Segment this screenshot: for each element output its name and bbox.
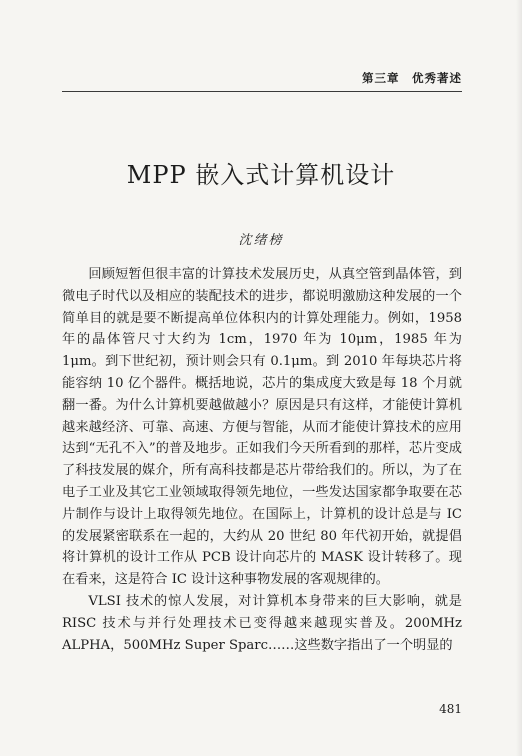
paragraph: VLSI 技术的惊人发展，对计算机本身带来的巨大影响，就是 RISC 技术与并行处理技术已变得越来越现实普及。200MHz ALPHA，500MHz Super Sparc……这些数字指出了一个明显的	[62, 593, 462, 653]
article-title: MPP 嵌入式计算机设计	[126, 161, 396, 189]
paragraph: 回顾短暂但很丰富的计算技术发展历史，从真空管到晶体管，到微电子时代以及相应的装配技术的进步，都说明激励这种发展的一个简单目的就是要不断提高单位体积内的计算处理能力。例如，1958 年的晶体管尺寸大约为 1cm，1970 年为 10μm，1985 年为 1μm。到下世纪初，预计则会只有 0.1μm。到 2010 年每块芯片将能容纳 10 亿个器件。概括地说，芯片的集成度大致是每 18 个月就翻一番。为什么计算机要越做越小？原因是只有这样，才能使计算机越来越经济、可靠、高速、方便与智能，从而才能使计算技术的应用达到“无孔不入”的普及地步。正如我们今天所看到的那样，芯片变成了科技发展的媒介，所有高科技都是芯片带给我们的。所以，为了在电子工业及其它工业领域取得领先地位，一些发达国家都争取要在芯片制作与设计上取得领先地位。在国际上，计算机的设计总是与 IC 的发展紧密联系在一起的，大约从 20 世纪 80 年代初开始，就提倡将计算机的设计工作从 PCB 设计向芯片的 MASK 设计转移了。现在看来，这是符合 IC 设计这种事物发展的客观规律的。	[62, 267, 462, 588]
article-body	[62, 264, 462, 656]
author-name: 沈绪榜	[238, 233, 284, 248]
running-header: 第三章 优秀著述	[362, 71, 462, 85]
page-number: 481	[439, 702, 462, 716]
page-edge-shadow	[516, 0, 522, 756]
header-rule	[62, 91, 462, 92]
